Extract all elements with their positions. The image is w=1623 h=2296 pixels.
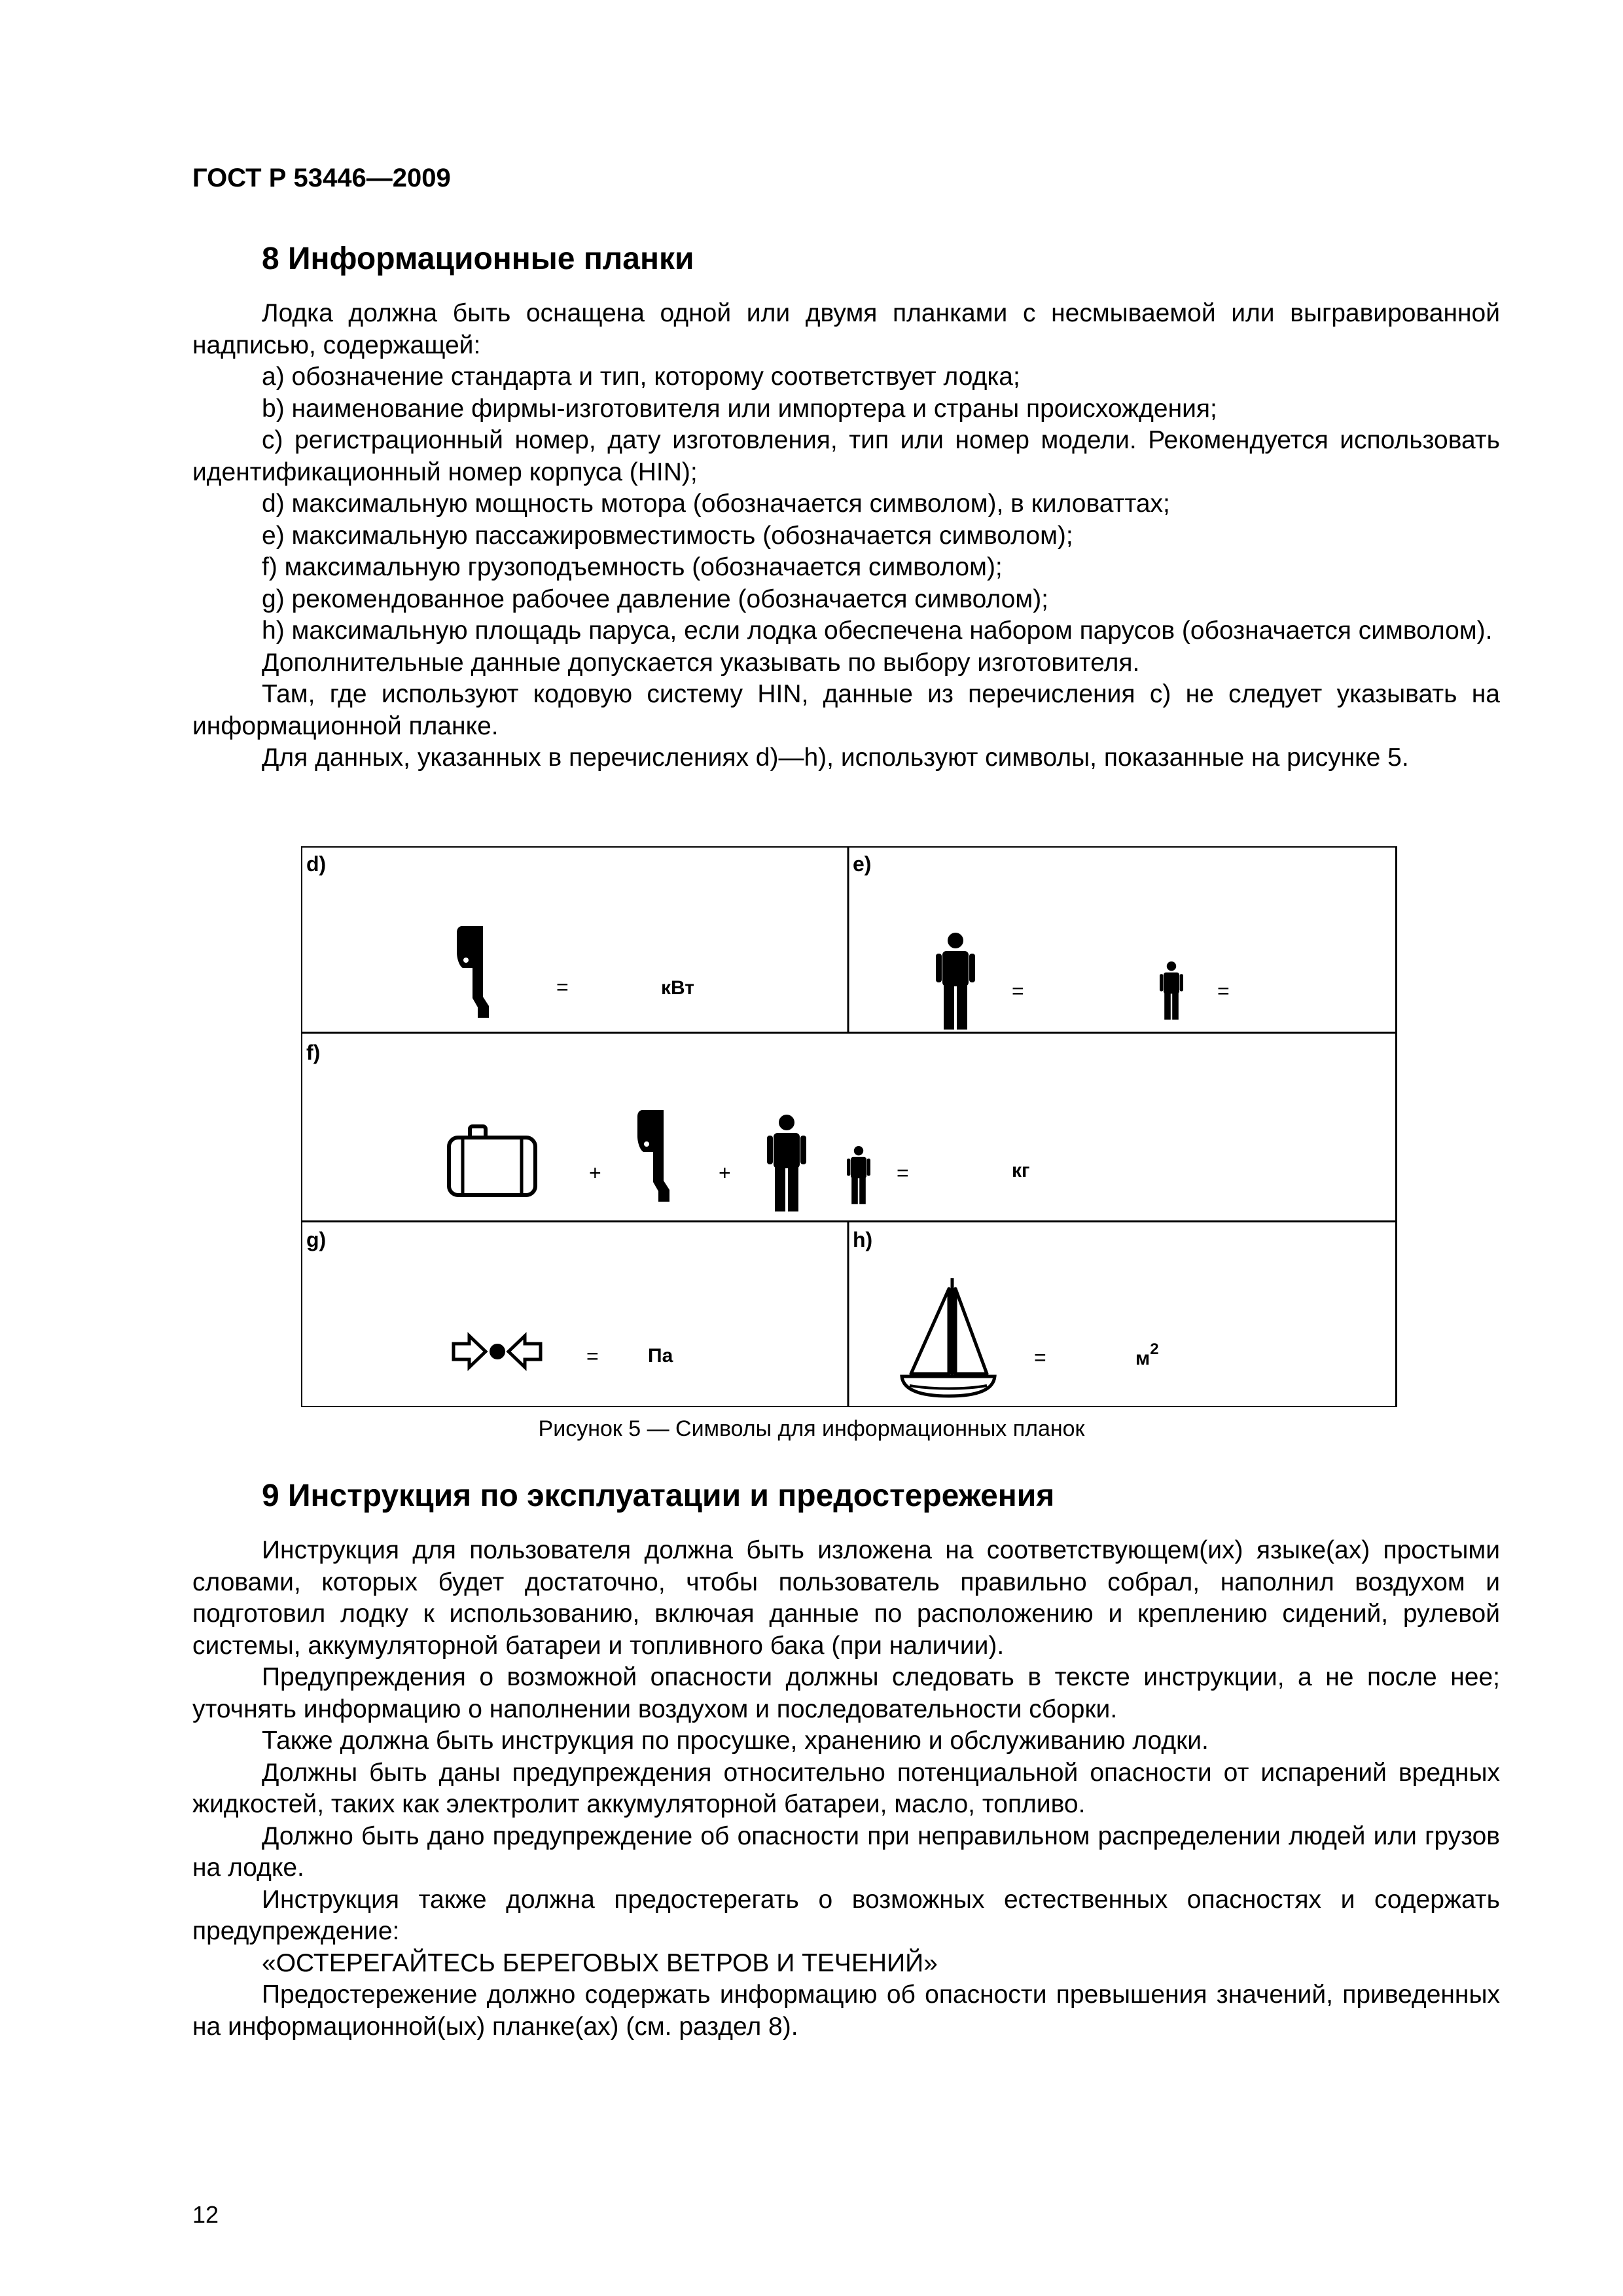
paragraph: Также должна быть инструкция по просушке, хранению и обслуживанию лодки.: [262, 1727, 1209, 1755]
equals-sign: =: [586, 1344, 599, 1368]
section-8-body: [192, 298, 1500, 774]
document-header: ГОСТ Р 53446—2009: [192, 164, 451, 192]
list-item-h: h) максимальную площадь паруса, если лодка обеспечена набором парусов (обозначается символом).: [262, 617, 1493, 645]
paragraph: Дополнительные данные допускается указывать по выбору изготовителя.: [262, 648, 1140, 677]
list-item-a: а) обозначение стандарта и тип, которому соответствует лодка;: [262, 363, 1020, 391]
list-item-c: с) регистрационный номер, дату изготовления, тип или номер модели. Рекомендуется использовать идентификационный номер корпуса (HIN);: [192, 426, 1500, 486]
warning-text: «ОСТЕРЕГАЙТЕСЬ БЕРЕГОВЫХ ВЕТРОВ И ТЕЧЕНИЙ»: [262, 1948, 938, 1977]
adult-person-icon: [936, 933, 975, 1030]
paragraph: Там, где используют кодовую систему HIN, данные из перечисления с) не следует указывать на информационной планке.: [192, 680, 1500, 740]
sailboat-icon: [902, 1278, 995, 1396]
paragraph: Для данных, указанных в перечислениях d)—h), используют символы, показанные на рисунке 5.: [262, 744, 1409, 772]
equals-sign: =: [1034, 1346, 1046, 1369]
list-item-d: d) максимальную мощность мотора (обозначается символом), в киловаттах;: [262, 490, 1170, 518]
luggage-icon: [449, 1126, 535, 1195]
unit-kg: кг: [1012, 1160, 1030, 1181]
paragraph: Инструкция для пользователя должна быть изложена на соответствующем(их) языке(ах) простыми словами, которых будет достаточно, чтобы пользователь правильно собрал, наполнил воздухом и подготовил лодку к использованию, включая данные по расположению и креплению сидений, рулевой системы, аккумуляторной батареи и топливного бака (при наличии).: [192, 1536, 1500, 1660]
paragraph: Инструкция также должна предостерегать о возможных естественных опасностях и содержать предупреждение:: [192, 1885, 1500, 1945]
equals-sign: =: [556, 975, 569, 999]
equals-sign: =: [1012, 979, 1024, 1003]
paragraph: Предупреждения о возможной опасности должны следовать в тексте инструкции, а не после нее; уточнять информацию о наполнении воздухом и последовательности сборки.: [192, 1663, 1500, 1723]
unit-m2: [1135, 1340, 1159, 1369]
plus-sign: +: [719, 1161, 731, 1185]
paragraph: Лодка должна быть оснащена одной или двумя планками с несмываемой или выгравированной надписью, содержащей:: [192, 299, 1500, 359]
adult-person-icon: [767, 1115, 806, 1211]
figure-5-symbols: [301, 846, 1397, 1407]
list-item-f: f) максимальную грузоподъемность (обозначается символом);: [262, 553, 1003, 581]
cell-h-label: h): [853, 1228, 873, 1251]
plus-sign: +: [589, 1161, 601, 1185]
section-9-title: 9 Инструкция по эксплуатации и предостережения: [262, 1479, 1055, 1513]
equals-sign: =: [1217, 979, 1230, 1003]
outboard-motor-icon: [637, 1110, 669, 1202]
unit-kw: кВт: [661, 977, 694, 999]
unit-m: м: [1135, 1348, 1150, 1369]
page-number: 12: [192, 2201, 219, 2228]
paragraph: Должно быть дано предупреждение об опасности при неправильном распределении людей или грузов на лодке.: [192, 1821, 1500, 1882]
paragraph: Должны быть даны предупреждения относительно потенциальной опасности от испарений вредных жидкостей, таких как электролит аккумуляторной батареи, масло, топливо.: [192, 1758, 1500, 1818]
unit-pa: Па: [648, 1345, 673, 1367]
list-item-b: b) наименование фирмы-изготовителя или импортера и страны происхождения;: [262, 394, 1217, 423]
paragraph: Предостережение должно содержать информацию об опасности превышения значений, приведенных на информационной(ых) планке(ах) (см. раздел 8).: [192, 1981, 1500, 2041]
cell-d-label: d): [306, 852, 327, 876]
equals-sign: =: [897, 1161, 909, 1185]
unit-superscript: 2: [1150, 1340, 1159, 1358]
cell-f-label: f): [306, 1041, 321, 1064]
section-8-title: 8 Информационные планки: [262, 242, 694, 276]
pressure-icon: [454, 1336, 541, 1367]
list-item-g: g) рекомендованное рабочее давление (обозначается символом);: [262, 584, 1049, 613]
outboard-motor-icon: [457, 926, 489, 1018]
list-item-e: е) максимальную пассажировместимость (обозначается символом);: [262, 521, 1073, 550]
child-person-icon: [1160, 961, 1183, 1020]
section-9-body: [192, 1535, 1500, 2043]
figure-caption: Рисунок 5 — Символы для информационных планок: [538, 1416, 1085, 1441]
cell-g-label: g): [306, 1228, 327, 1251]
child-person-icon: [847, 1146, 870, 1204]
cell-e-label: e): [853, 852, 872, 876]
